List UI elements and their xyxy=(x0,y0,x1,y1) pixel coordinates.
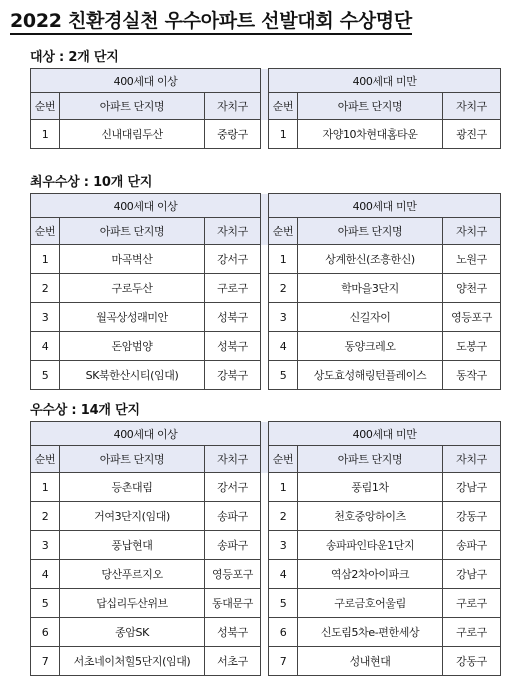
right-number-cell: 7 xyxy=(269,647,298,676)
left-number-cell: 3 xyxy=(31,303,60,332)
left-district-cell: 중랑구 xyxy=(205,120,261,149)
table-row xyxy=(31,589,501,618)
column-gap xyxy=(261,589,269,618)
left-district-cell: 성북구 xyxy=(205,618,261,647)
right-number-cell: 4 xyxy=(269,560,298,589)
left-district-cell: 강서구 xyxy=(205,245,261,274)
right-apartment-cell: 상도효성해링턴플레이스 xyxy=(298,361,443,390)
right-number-cell: 4 xyxy=(269,332,298,361)
left-district-cell: 강서구 xyxy=(205,473,261,502)
right-district-cell: 동작구 xyxy=(443,361,501,390)
right-number-cell: 3 xyxy=(269,531,298,560)
left-district-cell: 송파구 xyxy=(205,502,261,531)
left-apartment-cell: 거여3단지(임대) xyxy=(60,502,205,531)
left-apartment-cell: 당산푸르지오 xyxy=(60,560,205,589)
right-district-cell: 영등포구 xyxy=(443,303,501,332)
group-header-row xyxy=(31,422,501,446)
column-gap xyxy=(261,618,269,647)
right-apartment-cell: 구로금호어울림 xyxy=(298,589,443,618)
table-row xyxy=(31,245,501,274)
column-gap xyxy=(261,120,269,149)
right-district-cell: 강남구 xyxy=(443,473,501,502)
right-number-cell: 1 xyxy=(269,245,298,274)
table-row xyxy=(31,361,501,390)
column-header-row xyxy=(31,218,501,245)
left-district-cell: 강북구 xyxy=(205,361,261,390)
right-number-cell: 3 xyxy=(269,303,298,332)
left-apartment-cell: 월곡상성래미안 xyxy=(60,303,205,332)
right-district-cell: 도봉구 xyxy=(443,332,501,361)
table-row xyxy=(31,560,501,589)
column-header-row xyxy=(31,446,501,473)
col-name-header: 아파트 단지명 xyxy=(60,218,205,245)
column-gap xyxy=(261,332,269,361)
table-row xyxy=(31,120,501,149)
left-number-cell: 2 xyxy=(31,274,60,303)
group-header-row xyxy=(31,69,501,93)
left-number-cell: 3 xyxy=(31,531,60,560)
left-apartment-cell: 등촌대림 xyxy=(60,473,205,502)
col-district-header: 자치구 xyxy=(205,218,261,245)
left-apartment-cell: 서초네이처힐5단지(임대) xyxy=(60,647,205,676)
column-gap xyxy=(261,69,269,93)
left-apartment-cell: 돈암범양 xyxy=(60,332,205,361)
group-right-header: 400세대 미만 xyxy=(269,422,501,446)
table-row xyxy=(31,647,501,676)
left-number-cell: 4 xyxy=(31,560,60,589)
award-table xyxy=(30,193,501,390)
col-no-header: 순번 xyxy=(269,93,298,120)
right-number-cell: 5 xyxy=(269,361,298,390)
right-apartment-cell: 상계한신(조흥한신) xyxy=(298,245,443,274)
award-table xyxy=(30,421,501,676)
left-number-cell: 1 xyxy=(31,120,60,149)
left-apartment-cell: 종암SK xyxy=(60,618,205,647)
group-left-header: 400세대 이상 xyxy=(31,422,261,446)
page-title-text: 2022 친환경실천 우수아파트 선발대회 수상명단 xyxy=(10,10,412,35)
col-district-header: 자치구 xyxy=(443,93,501,120)
right-apartment-cell: 신길자이 xyxy=(298,303,443,332)
right-district-cell: 구로구 xyxy=(443,589,501,618)
right-number-cell: 1 xyxy=(269,120,298,149)
right-apartment-cell: 성내현대 xyxy=(298,647,443,676)
section-label: 최우수상 : 10개 단지 xyxy=(30,175,153,190)
left-number-cell: 1 xyxy=(31,245,60,274)
col-no-header: 순번 xyxy=(31,93,60,120)
left-number-cell: 1 xyxy=(31,473,60,502)
right-district-cell: 노원구 xyxy=(443,245,501,274)
left-number-cell: 7 xyxy=(31,647,60,676)
column-gap xyxy=(261,361,269,390)
right-district-cell: 강동구 xyxy=(443,502,501,531)
right-number-cell: 2 xyxy=(269,502,298,531)
group-right-header: 400세대 미만 xyxy=(269,69,501,93)
column-header-row xyxy=(31,93,501,120)
col-name-header: 아파트 단지명 xyxy=(60,93,205,120)
section-label: 대상 : 2개 단지 xyxy=(30,50,119,65)
left-district-cell: 송파구 xyxy=(205,531,261,560)
left-apartment-cell: 풍납현대 xyxy=(60,531,205,560)
col-district-header: 자치구 xyxy=(205,446,261,473)
column-gap xyxy=(261,422,269,446)
page-title xyxy=(10,6,505,32)
left-apartment-cell: 구로두산 xyxy=(60,274,205,303)
column-gap xyxy=(261,473,269,502)
col-no-header: 순번 xyxy=(269,218,298,245)
left-district-cell: 성북구 xyxy=(205,303,261,332)
col-name-header: 아파트 단지명 xyxy=(298,218,443,245)
column-gap xyxy=(261,560,269,589)
column-gap xyxy=(261,93,269,120)
col-no-header: 순번 xyxy=(31,446,60,473)
right-apartment-cell: 천호중앙하이츠 xyxy=(298,502,443,531)
right-apartment-cell: 역삼2차아이파크 xyxy=(298,560,443,589)
column-gap xyxy=(261,502,269,531)
right-apartment-cell: 동양크레오 xyxy=(298,332,443,361)
group-left-header: 400세대 이상 xyxy=(31,194,261,218)
column-gap xyxy=(261,245,269,274)
right-apartment-cell: 자양10차현대홈타운 xyxy=(298,120,443,149)
col-name-header: 아파트 단지명 xyxy=(298,93,443,120)
left-number-cell: 5 xyxy=(31,361,60,390)
left-district-cell: 구로구 xyxy=(205,274,261,303)
column-gap xyxy=(261,303,269,332)
left-district-cell: 영등포구 xyxy=(205,560,261,589)
table-row xyxy=(31,618,501,647)
left-apartment-cell: SK북한산시티(임대) xyxy=(60,361,205,390)
left-apartment-cell: 답십리두산위브 xyxy=(60,589,205,618)
left-number-cell: 5 xyxy=(31,589,60,618)
column-gap xyxy=(261,647,269,676)
column-gap xyxy=(261,446,269,473)
right-district-cell: 송파구 xyxy=(443,531,501,560)
col-district-header: 자치구 xyxy=(205,93,261,120)
left-district-cell: 성북구 xyxy=(205,332,261,361)
left-number-cell: 4 xyxy=(31,332,60,361)
right-apartment-cell: 신도림5차e-편한세상 xyxy=(298,618,443,647)
group-header-row xyxy=(31,194,501,218)
col-name-header: 아파트 단지명 xyxy=(298,446,443,473)
table-row xyxy=(31,332,501,361)
right-apartment-cell: 송파파인타운1단지 xyxy=(298,531,443,560)
left-district-cell: 동대문구 xyxy=(205,589,261,618)
section-label: 우수상 : 14개 단지 xyxy=(30,403,140,418)
right-number-cell: 6 xyxy=(269,618,298,647)
right-district-cell: 양천구 xyxy=(443,274,501,303)
right-district-cell: 구로구 xyxy=(443,618,501,647)
right-district-cell: 강동구 xyxy=(443,647,501,676)
left-number-cell: 6 xyxy=(31,618,60,647)
col-district-header: 자치구 xyxy=(443,218,501,245)
table-row xyxy=(31,531,501,560)
table-row xyxy=(31,502,501,531)
award-table xyxy=(30,68,501,149)
table-row xyxy=(31,473,501,502)
col-district-header: 자치구 xyxy=(443,446,501,473)
column-gap xyxy=(261,218,269,245)
table-row xyxy=(31,274,501,303)
column-gap xyxy=(261,194,269,218)
right-apartment-cell: 학마을3단지 xyxy=(298,274,443,303)
col-no-header: 순번 xyxy=(269,446,298,473)
right-number-cell: 2 xyxy=(269,274,298,303)
left-number-cell: 2 xyxy=(31,502,60,531)
group-left-header: 400세대 이상 xyxy=(31,69,261,93)
left-apartment-cell: 마곡벽산 xyxy=(60,245,205,274)
col-no-header: 순번 xyxy=(31,218,60,245)
group-right-header: 400세대 미만 xyxy=(269,194,501,218)
column-gap xyxy=(261,531,269,560)
left-district-cell: 서초구 xyxy=(205,647,261,676)
left-apartment-cell: 신내대림두산 xyxy=(60,120,205,149)
right-district-cell: 광진구 xyxy=(443,120,501,149)
col-name-header: 아파트 단지명 xyxy=(60,446,205,473)
table-row xyxy=(31,303,501,332)
right-number-cell: 5 xyxy=(269,589,298,618)
column-gap xyxy=(261,274,269,303)
right-apartment-cell: 풍림1차 xyxy=(298,473,443,502)
right-number-cell: 1 xyxy=(269,473,298,502)
right-district-cell: 강남구 xyxy=(443,560,501,589)
